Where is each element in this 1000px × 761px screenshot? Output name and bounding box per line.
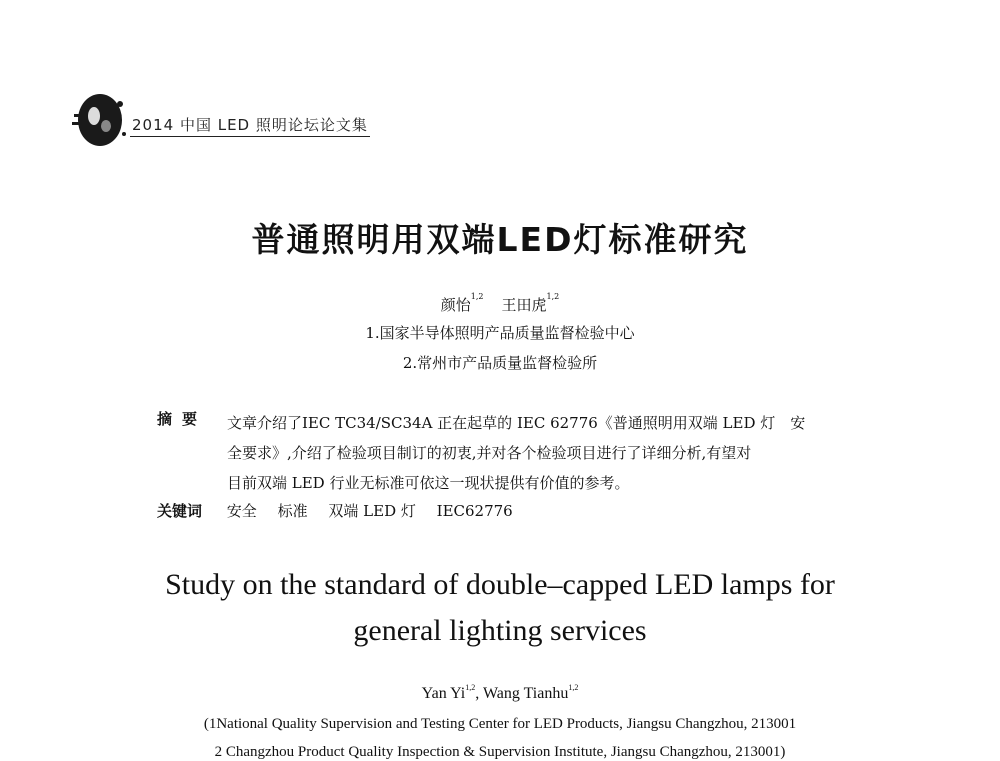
author-en-name: Yan Yi [421, 685, 466, 702]
header-rule [130, 136, 370, 137]
author-en-sup: 1,2 [465, 683, 476, 692]
abstract-label: 摘要 [157, 410, 208, 428]
author-en-name: Wang Tianhu [482, 685, 569, 702]
running-header [70, 88, 370, 148]
keywords-label: 关键词 [157, 502, 203, 520]
paper-title-en-line: Study on the standard of double–capped LED lamps for [165, 568, 835, 601]
keyword-item: 双端 LED 灯 [328, 502, 416, 520]
author-cn-name: 王田虎 [501, 296, 547, 314]
abstract-line: 目前双端 LED 行业无标准可依这一现状提供有价值的参考。 [227, 474, 630, 492]
author-cn-sup: 1,2 [470, 292, 484, 301]
affiliation-cn-2: 2.常州市产品质量监督检验所 [402, 354, 598, 372]
keyword-item: 标准 [277, 502, 308, 520]
author-cn-sup: 1,2 [546, 292, 560, 301]
affiliation-en-1: (1National Quality Supervision and Testing Center for LED Products, Jiangsu Changzhou, 213001 [203, 716, 797, 732]
paper-title-cn: 普通照明用双端LED灯标准研究 [251, 220, 749, 259]
running-header-title: 2014 中国 LED 照明论坛论文集 [132, 116, 368, 134]
affiliation-en-2: 2 Changzhou Product Quality Inspection & Supervision Institute, Jiangsu Changzhou, 213001) [214, 744, 786, 760]
paper-title-en [0, 562, 1000, 654]
affiliation-cn-1: 1.国家半导体照明产品质量监督检验中心 [365, 324, 635, 342]
author-en-sup: 1,2 [568, 683, 579, 692]
authors-en [0, 685, 1000, 703]
keywords-list [227, 502, 529, 520]
abstract-body [227, 408, 857, 498]
author-en-separator: , [475, 685, 483, 702]
keywords [157, 500, 857, 521]
keyword-item: 安全 [226, 502, 257, 520]
abstract-line: 文章介绍了IEC TC34/SC34A 正在起草的 IEC 62776《普通照明用双端 LED 灯 安 [227, 414, 806, 432]
lamp-logo-icon [70, 90, 134, 150]
paper-title-en-line: general lighting services [353, 614, 647, 647]
author-cn-name: 颜怡 [440, 296, 471, 314]
authors-cn [0, 294, 1000, 315]
abstract-line: 全要求》,介绍了检验项目制订的初衷,并对各个检验项目进行了详细分析,有望对 [227, 444, 752, 462]
keyword-item: IEC62776 [436, 502, 513, 520]
